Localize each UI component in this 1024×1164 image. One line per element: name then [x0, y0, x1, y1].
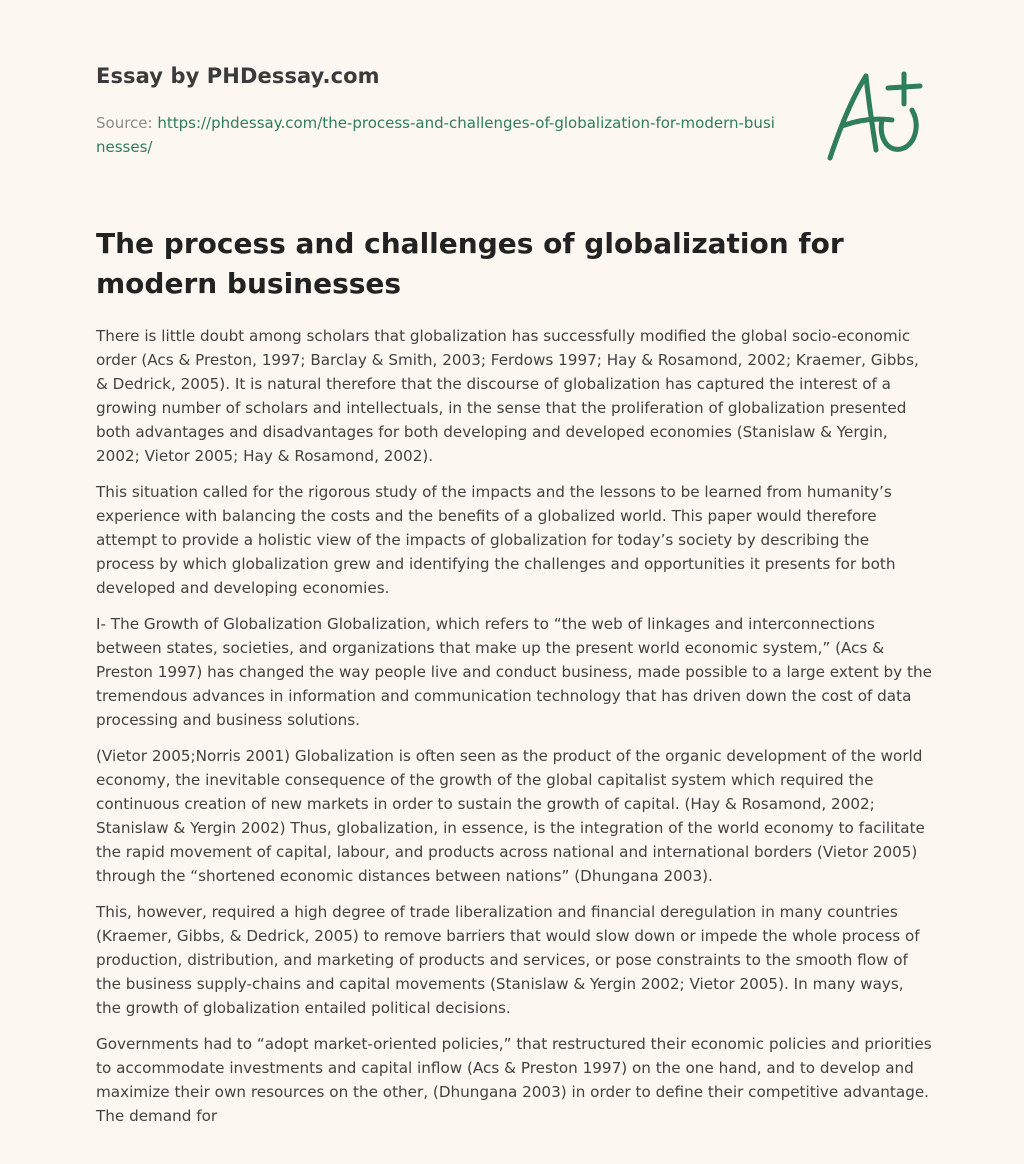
a-plus-logo-icon [820, 68, 930, 164]
essay-paragraph: I- The Growth of Globalization Globalization, which refers to “the web of linkages and interconnections between states, societies, and organizations that make up the present world economic system,” (Acs & Preston 1997) has changed the way people live and conduct business, made possible to a large extent by the tremendous advances in information and communication technology that has driven down the cost of data processing and business solutions. [96, 615, 932, 729]
source-line [96, 111, 776, 159]
essay-paragraph: This situation called for the rigorous study of the impacts and the lessons to be learned from humanity’s experience with balancing the costs and the benefits of a globalized world. This paper would therefore attempt to provide a holistic view of the impacts of globalization for today’s society by describing the process by which globalization grew and identifying the challenges and opportunities it presents for both developed and developing economies. [96, 483, 896, 597]
essay-title: The process and challenges of globalization for modern businesses [96, 227, 844, 300]
source-link[interactable]: https://phdessay.com/the-process-and-challenges-of-globalization-for-modern-businesses/ [96, 114, 775, 156]
source-label: Source: [96, 114, 158, 132]
essay-paragraph: Governments had to “adopt market-oriented policies,” that restructured their economic policies and priorities to accommodate investments and capital inflow (Acs & Preston 1997) on the one hand, and to develop and maximize their own resources on the other, (Dhungana 2003) in order to define their competitive advantage. The demand for [96, 1035, 932, 1125]
site-name: Essay by PHDessay.com [96, 64, 380, 88]
essay-paragraph: (Vietor 2005;Norris 2001) Globalization is often seen as the product of the organic development of the world economy, the inevitable consequence of the growth of the global capitalist system which required the continuous creation of new markets in order to sustain the growth of capital. (Hay & Rosamond, 2002; Stanislaw & Yergin 2002) Thus, globalization, in essence, is the integration of the world economy to facilitate the rapid movement of capital, labour, and products across national and international borders (Vietor 2005) through the “shortened economic distances between nations” (Dhungana 2003). [96, 747, 925, 885]
essay-paragraph: There is little doubt among scholars that globalization has successfully modified the global socio-economic order (Acs & Preston, 1997; Barclay & Smith, 2003; Ferdows 1997; Hay & Rosamond, 2002; Kraemer, Gibbs, & Dedrick, 2005). It is natural therefore that the discourse of globalization has captured the interest of a growing number of scholars and intellectuals, in the sense that the proliferation of globalization presented both advantages and disadvantages for both developing and developed economies (Stanislaw & Yergin, 2002; Vietor 2005; Hay & Rosamond, 2002). [96, 327, 919, 465]
essay-paragraph: This, however, required a high degree of trade liberalization and financial deregulation in many countries (Kraemer, Gibbs, & Dedrick, 2005) to remove barriers that would slow down or impede the whole process of production, distribution, and marketing of products and services, or pose constraints to the smooth flow of the business supply-chains and capital movements (Stanislaw & Yergin 2002; Vietor 2005). In many ways, the growth of globalization entailed political decisions. [96, 903, 920, 1017]
essay-body [96, 324, 932, 1140]
